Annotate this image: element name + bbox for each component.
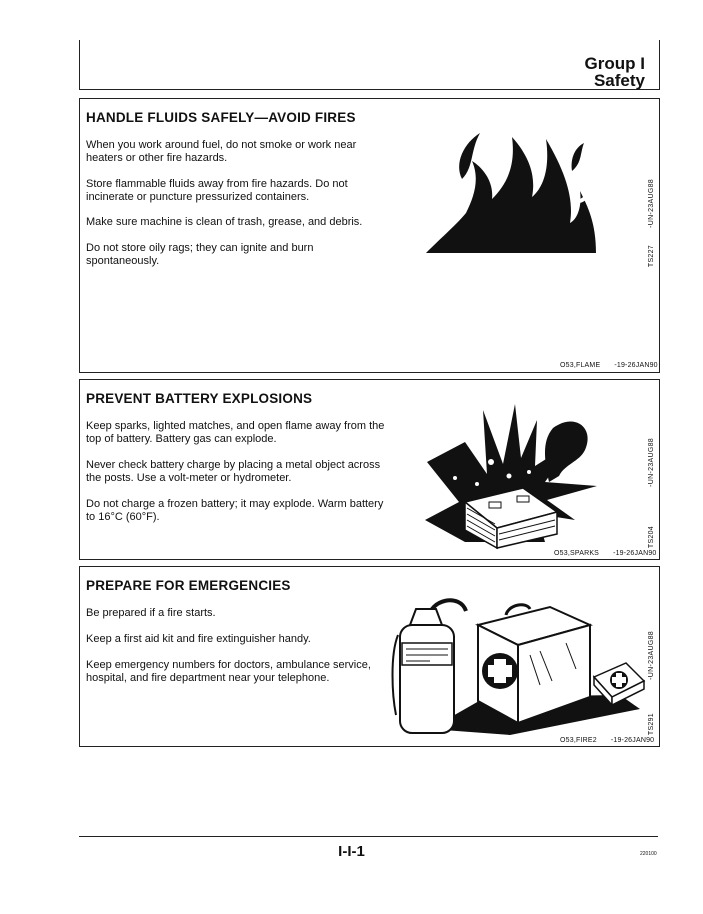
group-label: Group I <box>584 54 645 73</box>
section-battery <box>79 379 660 560</box>
section-title: PREVENT BATTERY EXPLOSIONS <box>86 391 313 406</box>
figure-code <box>560 737 654 744</box>
side-code: -UN-23AUG88 <box>648 438 655 487</box>
section-label: Safety <box>593 71 645 90</box>
page-number: I-I-1 <box>338 843 365 860</box>
figure-code-id: O53,FIRE2 <box>560 737 597 744</box>
paragraph: Keep a first aid kit and fire extinguisher handy. <box>86 633 311 645</box>
side-code: -UN-23AUG88 <box>648 631 655 680</box>
document-code: 220100 <box>640 851 657 857</box>
paragraph: Make sure machine is clean of trash, grease, and debris. <box>86 216 363 228</box>
flame-icon <box>420 127 600 257</box>
side-code: TS204 <box>648 526 655 549</box>
side-code: -UN-23AUG88 <box>648 179 655 228</box>
paragraph: Do not charge a frozen battery; it may explode. Warm battery to 16°C (60°F). <box>86 498 384 523</box>
page-header <box>79 40 660 90</box>
figure-code-id: O53,SPARKS <box>554 550 600 557</box>
paragraph: Be prepared if a fire starts. <box>86 607 216 619</box>
figure-code <box>554 550 657 557</box>
figure-code-date: -19-26JAN90 <box>614 362 658 369</box>
section-emergencies <box>79 566 660 747</box>
paragraph: Keep sparks, lighted matches, and open flame away from the top of battery. Battery gas can explode. <box>86 420 385 445</box>
figure-code-id: O53,FLAME <box>560 362 601 369</box>
paragraph: Never check battery charge by placing a metal object across the posts. Use a volt-meter or hydrometer. <box>86 459 381 484</box>
paragraph: When you work around fuel, do not smoke or work near heaters or other fire hazards. <box>86 139 357 164</box>
paragraph: Do not store oily rags; they can ignite and burn spontaneously. <box>86 242 314 267</box>
section-fluids-fire <box>79 98 660 373</box>
section-title: HANDLE FLUIDS SAFELY—AVOID FIRES <box>86 110 356 125</box>
section-title: PREPARE FOR EMERGENCIES <box>86 578 291 593</box>
first-aid-extinguisher-icon <box>390 585 652 741</box>
battery-explosion-icon <box>425 402 600 552</box>
figure-code <box>560 362 658 369</box>
side-code: TS291 <box>648 713 655 736</box>
paragraph: Store flammable fluids away from fire hazards. Do not incinerate or puncture pressurized containers. <box>86 178 348 203</box>
paragraph: Keep emergency numbers for doctors, ambulance service, hospital, and fire department near your telephone. <box>86 659 371 684</box>
figure-code-date: -19-26JAN90 <box>613 550 657 557</box>
side-code: TS227 <box>648 245 655 268</box>
figure-code-date: -19-26JAN90 <box>610 737 655 744</box>
footer-rule <box>79 836 658 837</box>
